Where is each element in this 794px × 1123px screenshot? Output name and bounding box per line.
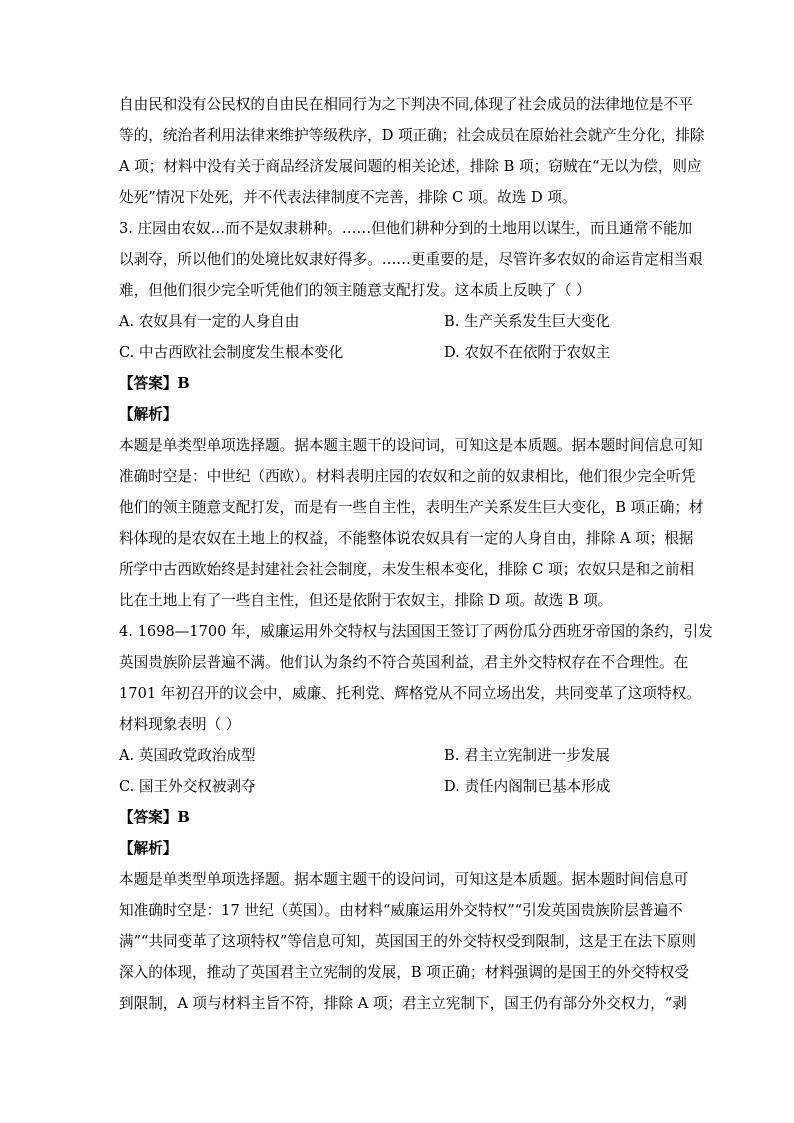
question-4-stem-line: 英国贵族阶层普遍不满。他们认为条约不符合英国利益，君主外交特权存在不合理性。在 (119, 654, 689, 671)
q3-option-c: C. 中古西欧社会制度发生根本变化 (119, 344, 344, 361)
text-line: A 项；材料中没有关于商品经济发展问题的相关论述，排除 B 项；窃贼在“无以为偿，则应 (119, 158, 702, 175)
question-4-stem-line: 材料现象表明（ ） (119, 716, 241, 733)
q4-option-c: C. 国王外交权被剥夺 (119, 778, 256, 795)
q4-analysis-line: 本题是单类型单项选择题。据本题主题干的设问词，可知这是本质题。据本题时间信息可 (119, 871, 689, 888)
question-3-stem-line: 难，但他们很少完全听凭他们的领主随意支配打发。这本质上反映了（ ） (119, 282, 591, 299)
q3-analysis-line: 比在土地上有了一些自主性，但还是依附于农奴主，排除 D 项。故选 B 项。 (119, 592, 613, 609)
q4-analysis-line: 深入的体现，推动了英国君主立宪制的发展，B 项正确；材料强调的是国王的外交特权受 (119, 964, 689, 981)
q3-analysis-line: 料体现的是农奴在土地上的权益，不能整体说农奴具有一定的人身自由，排除 A 项；根据 (119, 530, 694, 547)
q3-option-b: B. 生产关系发生巨大变化 (444, 313, 610, 330)
q3-analysis-line: 准确时空是：中世纪（西欧）。材料表明庄园的农奴和之前的奴隶相比，他们很少完全听凭 (119, 468, 696, 485)
text-line: 自由民和没有公民权的自由民在相同行为之下判决不同,体现了社会成员的法律地位是不平 (119, 96, 693, 113)
q4-analysis-line: 知准确时空是：17 世纪（英国）。由材料“威廉运用外交特权”“引发英国贵族阶层普遍不 (119, 902, 683, 919)
question-3-stem-line: 3. 庄园由农奴…而不是奴隶耕种。……但他们耕种分到的土地用以谋生，而且通常不能加 (119, 220, 693, 237)
q4-analysis-line: 满”“共同变革了这项特权”等信息可知，英国国王的外交特权受到限制，这是王在法下原则 (119, 933, 696, 950)
q4-answer: 【答案】B (119, 809, 190, 826)
q3-option-a: A. 农奴具有一定的人身自由 (119, 313, 300, 330)
q3-option-d: D. 农奴不在依附于农奴主 (444, 344, 611, 361)
question-4-stem-line: 4. 1698—1700 年，威廉运用外交特权与法国国王签订了两份瓜分西班牙帝国的条约，引发 (119, 623, 713, 640)
q3-answer: 【答案】B (119, 375, 190, 392)
text-line: 等的，统治者利用法律来维护等级秩序，D 项正确；社会成员在原始社会就产生分化，排除 (119, 127, 705, 144)
q3-analysis-line: 本题是单类型单项选择题。据本题主题干的设问词，可知这是本质题。据本题时间信息可知 (119, 437, 703, 454)
q4-option-b: B. 君主立宪制进一步发展 (444, 747, 610, 764)
q3-analysis-title: 【解析】 (119, 406, 178, 423)
q4-analysis-title: 【解析】 (119, 840, 178, 857)
q4-option-a: A. 英国政党政治成型 (119, 747, 256, 764)
question-3-stem-line: 以剥夺，所以他们的处境比奴隶好得多。……更重要的是，尽管许多农奴的命运肯定相当艰 (119, 251, 703, 268)
q3-analysis-line: 他们的领主随意支配打发，而是有一些自主性，表明生产关系发生巨大变化，B 项正确；材 (119, 499, 704, 516)
q4-analysis-line: 到限制，A 项与材料主旨不符，排除 A 项；君主立宪制下，国王仍有部分外交权力，“剥 (119, 995, 687, 1012)
question-4-stem-line: 1701 年初召开的议会中，威廉、托利党、辉格党从不同立场出发，共同变革了这项特权。 (119, 685, 701, 702)
text-line: 处死”情况下处死，并不代表法律制度不完善，排除 C 项。故选 D 项。 (119, 189, 577, 206)
q4-option-d: D. 责任内阁制已基本形成 (444, 778, 611, 795)
q3-analysis-line: 所学中古西欧始终是封建社会社会制度，未发生根本变化，排除 C 项；农奴只是和之前相 (119, 561, 695, 578)
